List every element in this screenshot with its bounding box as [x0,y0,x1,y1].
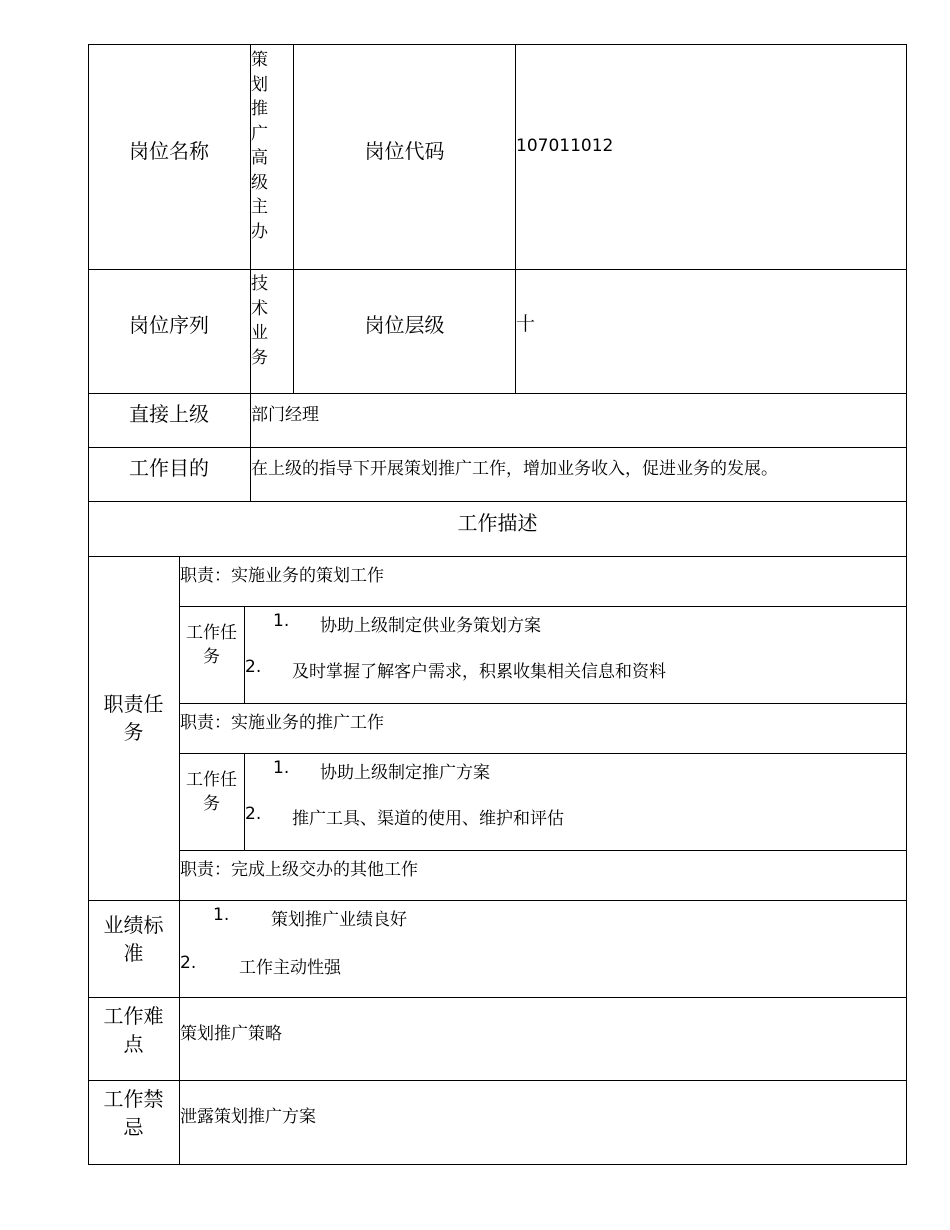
task-item-number: 1. [273,758,290,778]
performance-item-number: 1. [213,905,230,925]
position-code-label: 岗位代码 [364,139,445,163]
performance-item-text: 工作主动性强 [239,958,341,978]
supervisor-label: 直接上级 [129,402,209,426]
work-description-title: 工作描述 [457,511,538,535]
difficulty-value: 策划推广策略 [180,1024,282,1044]
duty-heading: 职责：实施业务的推广工作 [180,713,384,733]
task-item-text: 协助上级制定供业务策划方案 [320,616,541,636]
duty-heading: 职责：实施业务的策划工作 [180,566,384,586]
position-level-label: 岗位层级 [364,313,445,337]
task-item-text: 推广工具、渠道的使用、维护和评估 [292,809,564,829]
duties-label: 职责任 务 [103,692,164,744]
supervisor-value: 部门经理 [251,405,319,425]
task-item-number: 2. [245,657,262,677]
task-item-number: 2. [245,804,262,824]
performance-item-number: 2. [180,953,197,973]
task-label: 工作任 务 [186,770,237,814]
prohibition-value: 泄露策划推广方案 [180,1107,316,1127]
position-code-value: 107011012 [516,136,614,156]
position-level-value: 十 [516,313,536,335]
purpose-label: 工作目的 [129,456,209,480]
difficulty-label: 工作难 点 [103,1004,164,1056]
performance-item-text: 策划推广业绩良好 [271,910,407,930]
prohibition-label: 工作禁 忌 [103,1087,164,1139]
position-series-label: 岗位序列 [129,313,209,337]
purpose-value: 在上级的指导下开展策划推广工作，增加业务收入，促进业务的发展。 [251,459,778,479]
task-item-text: 协助上级制定推广方案 [320,763,490,783]
task-item-text: 及时掌握了解客户需求，积累收集相关信息和资料 [292,662,666,682]
task-label: 工作任 务 [186,623,237,667]
duty-heading: 职责：完成上级交办的其他工作 [180,860,418,880]
position-name-label: 岗位名称 [129,139,209,163]
task-item-number: 1. [273,611,290,631]
position-series-value: 技术业务 [251,274,268,368]
performance-label: 业绩标 准 [103,913,164,965]
position-name-value: 策划推广高级主办 [251,50,268,242]
